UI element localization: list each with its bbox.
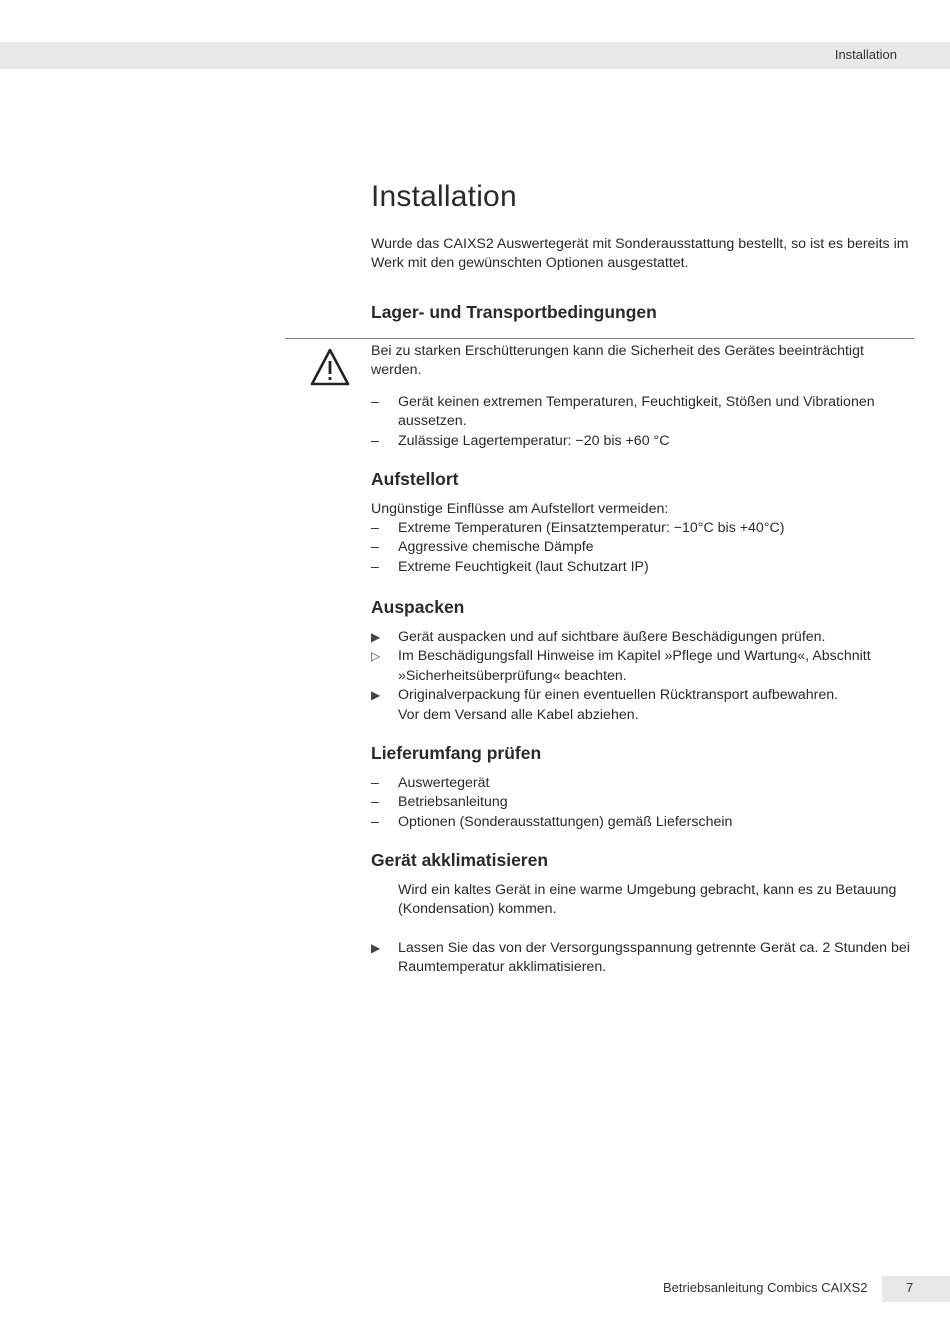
- list-item: [371, 519, 916, 538]
- list-item-text: Gerät auspacken und auf sichtbare äußere Beschädigungen prüfen.: [398, 629, 826, 645]
- dash-marker: –: [371, 775, 379, 791]
- aufstellort-list: [371, 519, 916, 577]
- list-item-text: Auswertegerät: [398, 775, 490, 791]
- list-item: [371, 628, 916, 647]
- list-item: [371, 393, 916, 432]
- list-item: [371, 538, 916, 557]
- lager-list: [371, 393, 916, 451]
- list-item-text: Extreme Feuchtigkeit (laut Schutzart IP): [398, 558, 649, 575]
- heading-lieferumfang: Lieferumfang prüfen: [371, 743, 542, 763]
- list-item-text-2: Vor dem Versand alle Kabel abziehen.: [398, 706, 639, 723]
- akklimatisieren-note: Wird ein kaltes Gerät in eine warme Umgebung gebracht, kann es zu Betauung (Kondensation) kommen.: [398, 882, 897, 918]
- page-number-box: [882, 1276, 950, 1302]
- list-item: [371, 793, 916, 812]
- list-item-text: Betriebsanleitung: [398, 794, 508, 811]
- list-item-text: Aggressive chemische Dämpfe: [398, 539, 594, 556]
- aufstellort-lead: Ungünstige Einflüsse am Aufstellort vermeiden:: [371, 501, 669, 517]
- page-number: 7: [906, 1280, 914, 1295]
- akklimatisieren-list: [371, 939, 916, 978]
- heading-lager: Lager- und Transportbedingungen: [371, 302, 657, 322]
- heading-aufstellort: Aufstellort: [371, 469, 459, 489]
- list-item-text: Im Beschädigungsfall Hinweise im Kapitel »Pflege und Wartung«, Abschnitt »Sicherheitsüberprüfung« beachten.: [398, 648, 871, 684]
- list-item-text: Extreme Temperaturen (Einsatztemperatur: −10°C bis +40°C): [398, 520, 785, 536]
- dash-marker: –: [371, 794, 379, 811]
- list-item: [371, 686, 916, 725]
- action-arrow-icon: ▶: [371, 941, 381, 955]
- footer-manual-title: Betriebsanleitung Combics CAIXS2: [663, 1280, 868, 1295]
- list-item-text: Optionen (Sonderausstattungen) gemäß Lieferschein: [398, 813, 733, 830]
- dash-marker: –: [371, 432, 379, 449]
- heading-auspacken: Auspacken: [371, 597, 465, 617]
- list-item: [371, 558, 916, 577]
- running-header: Installation: [834, 47, 897, 62]
- warning-icon: [310, 348, 350, 386]
- section-divider: [285, 338, 914, 339]
- warning-text: Bei zu starken Erschütterungen kann die Sicherheit des Gerätes beeinträchtigt werden.: [371, 343, 864, 379]
- result-arrow-icon: ▷: [371, 649, 381, 664]
- list-item-text: Gerät keinen extremen Temperaturen, Feuchtigkeit, Stößen und Vibrationen aussetzen.: [398, 394, 875, 430]
- list-item: [371, 939, 916, 978]
- list-item-text: Zulässige Lagertemperatur: −20 bis +60 °C: [398, 432, 670, 449]
- header-bar: [0, 42, 950, 69]
- lieferumfang-list: [371, 774, 916, 832]
- list-item: [371, 647, 916, 686]
- action-arrow-icon: ▶: [371, 630, 381, 644]
- heading-akklimatisieren: Gerät akklimatisieren: [371, 850, 549, 870]
- action-arrow-icon: ▶: [371, 688, 381, 703]
- dash-marker: –: [371, 394, 379, 410]
- dash-marker: –: [371, 520, 379, 536]
- list-item: [371, 432, 916, 451]
- dash-marker: –: [371, 813, 379, 830]
- list-item: [371, 774, 916, 793]
- list-item-text: Lassen Sie das von der Versorgungsspannung getrennte Gerät ca. 2 Stunden bei Raumtemperatur akklimatisieren.: [398, 940, 910, 976]
- dash-marker: –: [371, 558, 379, 575]
- list-item: [371, 813, 916, 832]
- auspacken-list: [371, 628, 916, 725]
- page-title: Installation: [371, 180, 517, 213]
- list-item-text: Originalverpackung für einen eventuellen Rücktransport aufbewahren.: [398, 687, 839, 704]
- dash-marker: –: [371, 539, 379, 556]
- intro-paragraph: Wurde das CAIXS2 Auswertegerät mit Sonderausstattung bestellt, so ist es bereits im Werk mit den gewünschten Optionen ausgestattet.: [371, 236, 909, 272]
